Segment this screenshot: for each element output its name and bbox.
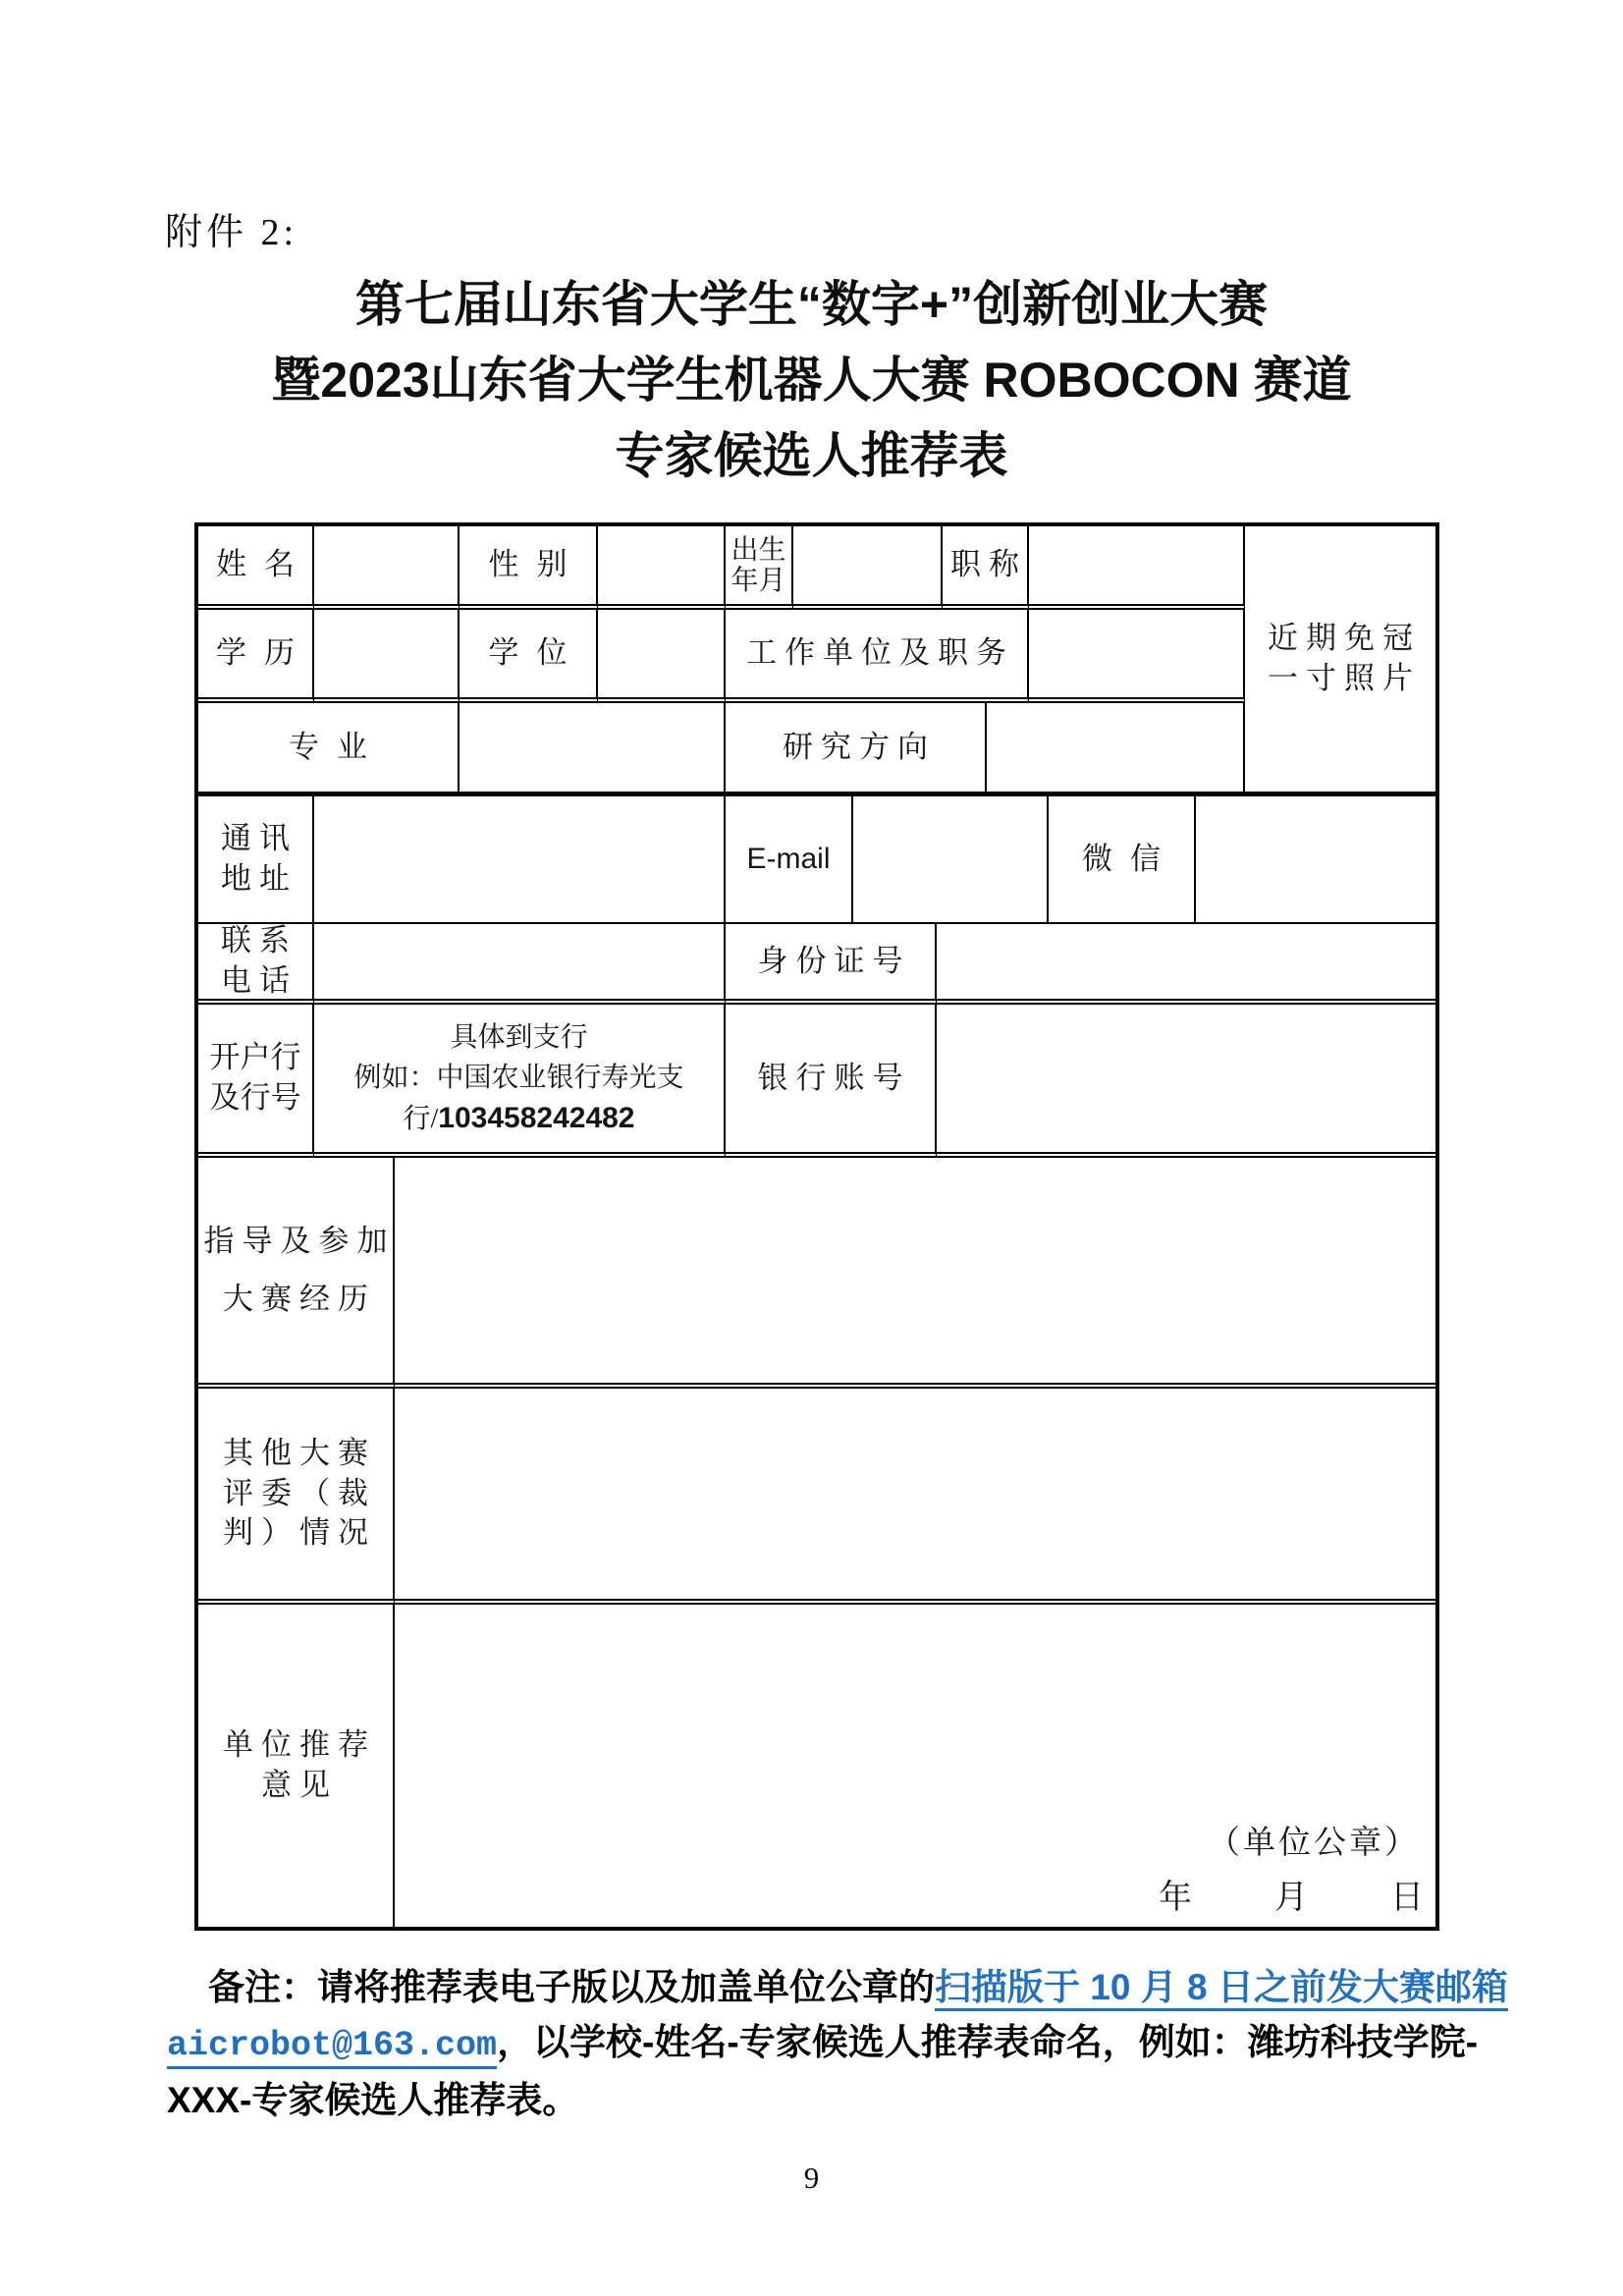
address-field[interactable]: [314, 796, 726, 924]
attachment-label: 附件 2:: [165, 212, 298, 253]
judge-experience-field[interactable]: [395, 1389, 1435, 1605]
bank-branch-label: 开户行 及行号: [198, 1005, 314, 1158]
degree-field[interactable]: [598, 610, 726, 703]
major-label: 专业: [198, 703, 460, 796]
bank-account-label: 银行账号: [726, 1005, 937, 1158]
id-number-field[interactable]: [937, 924, 1435, 1005]
job-title-label: 职称: [943, 526, 1029, 610]
education-field[interactable]: [314, 610, 460, 703]
remarks-line-3: XXX-专家候选人推荐表。: [167, 2080, 579, 2120]
name-label: 姓名: [198, 526, 314, 610]
bank-branch-example[interactable]: 具体到支行 例如：中国农业银行寿光支 行/103458242482: [314, 1005, 726, 1158]
remarks-section: [167, 1960, 1508, 2128]
remarks-line-1: [167, 1960, 1508, 2015]
remarks-prefix: 备注：请将推荐表电子版以及加盖单位公章的: [208, 1967, 935, 2007]
degree-label: 学位: [460, 610, 598, 703]
wechat-label: 微信: [1049, 796, 1196, 924]
day-label: 日: [1390, 1880, 1424, 1917]
recommendation-form-table: [194, 522, 1439, 1931]
year-label: 年: [1159, 1880, 1192, 1917]
month-label: 月: [1274, 1880, 1308, 1917]
title-line-2: 暨2023山东省大学生机器人大赛 ROBOCON 赛道: [271, 353, 1352, 408]
id-number-label: 身份证号: [726, 924, 937, 1005]
gender-label: 性别: [460, 526, 598, 610]
document-title: [0, 267, 1623, 494]
email-field[interactable]: [853, 796, 1049, 924]
title-line-3: 专家候选人推荐表: [615, 428, 1008, 483]
recommendation-field[interactable]: [395, 1605, 1435, 1927]
wechat-field[interactable]: [1196, 796, 1435, 924]
page-number: 9: [803, 2160, 820, 2195]
phone-label: 联系 电话: [198, 924, 314, 1005]
recommendation-label: 单位推荐 意见: [198, 1605, 395, 1927]
title-line-1: 第七届山东省大学生“数字+”创新创业大赛: [354, 277, 1269, 332]
research-label: 研究方向: [726, 703, 987, 796]
competition-experience-label: 指导及参加 大赛经历: [198, 1158, 395, 1389]
remarks-suffix: ，以学校-姓名-专家候选人推荐表命名，例如：潍坊科技学院-: [497, 2022, 1479, 2062]
photo-area[interactable]: 近期免冠 一寸照片: [1245, 526, 1435, 796]
name-field[interactable]: [314, 526, 460, 610]
birth-date-field[interactable]: [793, 526, 943, 610]
official-seal-placeholder: （单位公章）: [1208, 1826, 1420, 1862]
birth-date-label: 出生 年月: [726, 526, 793, 610]
competition-experience-field[interactable]: [395, 1158, 1435, 1389]
date-line: [1076, 1877, 1424, 1921]
major-field[interactable]: [460, 703, 726, 796]
education-label: 学历: [198, 610, 314, 703]
contest-email-link[interactable]: aicrobot@163.com: [167, 2026, 497, 2069]
work-unit-label: 工作单位及职务: [726, 610, 1029, 703]
research-field[interactable]: [987, 703, 1245, 796]
address-label: 通讯 地址: [198, 796, 314, 924]
judge-experience-label: 其他大赛 评委（裁 判）情况: [198, 1389, 395, 1605]
remarks-line-2: [167, 2015, 1479, 2073]
job-title-field[interactable]: [1029, 526, 1245, 610]
gender-field[interactable]: [598, 526, 726, 610]
phone-field[interactable]: [314, 924, 726, 1005]
email-label: E-mail: [726, 796, 853, 924]
bank-account-field[interactable]: [937, 1005, 1435, 1158]
deadline-link[interactable]: 扫描版于 10 月 8 日之前发大赛邮箱: [935, 1967, 1508, 2011]
work-unit-field[interactable]: [1029, 610, 1245, 703]
